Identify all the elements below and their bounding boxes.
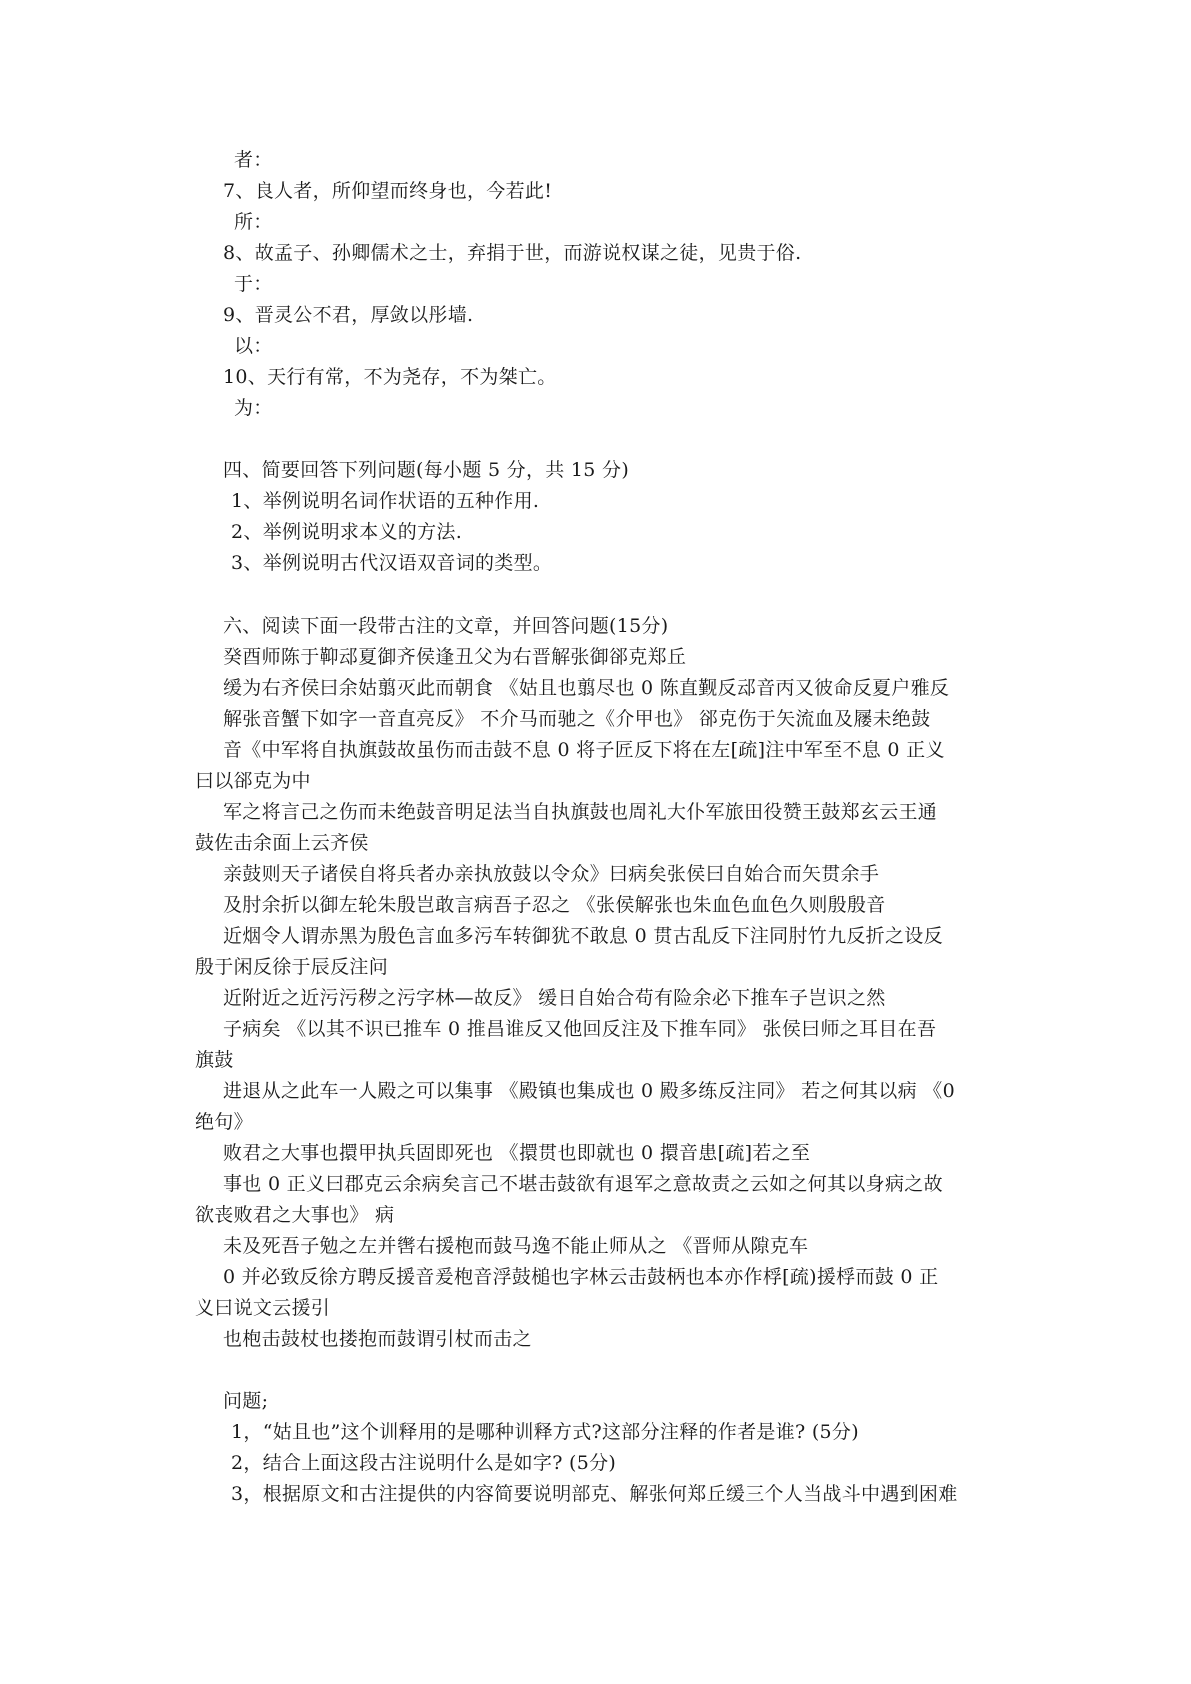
passage-line: 缓为右齐侯曰余姑翦灭此而朝食 《姑且也翦尽也 0 陈直觐反䢵音丙又彼命反夏户雅反: [223, 677, 950, 699]
passage-line: 殷于闲反徐于辰反注问: [195, 956, 389, 978]
question-item: 2，结合上面这段古注说明什么是如字? (5分): [231, 1452, 617, 1474]
section-4-item: 3、举例说明古代汉语双音词的类型。: [231, 552, 553, 574]
passage-line: 近附近之近污污秽之污字林—故反》 缓日自始合苟有险余必下推车子岂识之然: [223, 987, 886, 1009]
answer-blank-8: 于：: [234, 273, 273, 295]
passage-line: 近烟令人谓赤黑为殷色言血多污车转御犹不敢息 0 贯古乱反下注同肘竹九反折之设反: [223, 925, 943, 947]
passage-line: 欲丧败君之大事也》 病: [195, 1204, 395, 1226]
answer-blank-10: 为：: [234, 397, 273, 419]
section-4-heading: 四、简要回答下列问题(每小题 5 分，共 15 分): [223, 459, 630, 481]
question-item: 1，“姑且也”这个训释用的是哪种训释方式?这部分注释的作者是谁? (5分): [231, 1421, 859, 1443]
passage-line: 解张音蟹下如字一音直亮反》 不介马而驰之《介甲也》 郤克伤于矢流血及屦未绝鼓: [223, 708, 931, 730]
passage-line: 鼓佐击余面上云齐侯: [195, 832, 369, 854]
passage-line: 0 并必致反徐方聘反援音爰枹音浮鼓槌也字林云击鼓柄也本亦作桴[疏)援桴而鼓 0 正: [223, 1266, 939, 1288]
section-4-item: 1、举例说明名词作状语的五种作用.: [231, 490, 540, 512]
passage-line: 进退从之此车一人殿之可以集事 《殿镇也集成也 0 殿多练反注同》 若之何其以病 《0: [223, 1080, 955, 1102]
passage-line: 曰以郤克为中: [195, 770, 311, 792]
passage-line: 也枹击鼓杖也搂抱而鼓谓引杖而击之: [223, 1328, 532, 1350]
question-item: 3，根据原文和古注提供的内容简要说明部克、解张何郑丘缓三个人当战斗中遇到困难: [231, 1483, 958, 1505]
section-4-item: 2、举例说明求本义的方法.: [231, 521, 463, 543]
question-10: 10、天行有常，不为尧存，不为桀亡。: [223, 366, 557, 388]
passage-line: 义曰说文云援引: [195, 1297, 331, 1319]
passage-line: 亲鼓则天子诸侯自将兵者办亲执放鼓以令众》曰病矣张侯曰自始合而矢贯余手: [223, 863, 880, 885]
passage-line: 及肘余折以御左轮朱殷岂敢言病吾子忍之 《张侯解张也朱血色血色久则殷殷音: [223, 894, 886, 916]
answer-blank-6: 者：: [234, 149, 273, 171]
passage-line: 事也 0 正义曰郡克云余病矣言己不堪击鼓欲有退军之意故责之云如之何其以身病之故: [223, 1173, 943, 1195]
answer-blank-9: 以：: [234, 335, 273, 357]
question-9: 9、晋灵公不君，厚敛以彤墙.: [223, 304, 474, 326]
passage-line: 未及死吾子勉之左并辔右援枹而鼓马逸不能止师从之 《晋师从隙克车: [223, 1235, 809, 1257]
question-8: 8、故孟子、孙卿儒术之士，弃捐于世，而游说权谋之徒，见贵于俗.: [223, 242, 802, 264]
question-7: 7、良人者，所仰望而终身也，今若此!: [223, 180, 553, 202]
questions-heading: 问题;: [223, 1390, 269, 1412]
passage-line: 癸酉师陈于䩕䢵夏御齐侯逢丑父为右晋解张御郤克郑丘: [223, 646, 687, 668]
passage-line: 败君之大事也擐甲执兵固即死也 《擐贯也即就也 0 擐音患[疏]若之至: [223, 1142, 811, 1164]
passage-line: 音《中军将自执旗鼓故虽伤而击鼓不息 0 将子匠反下将在左[疏]注中军至不息 0 正义: [223, 739, 945, 761]
section-6-heading: 六、阅读下面一段带古注的文章，并回答问题(15分): [223, 615, 669, 637]
passage-line: 旗鼓: [195, 1049, 234, 1071]
passage-line: 军之将言己之伤而未绝鼓音明足法当自执旗鼓也周礼大仆军旅田役赞王鼓郑玄云王通: [223, 801, 938, 823]
answer-blank-7: 所：: [234, 211, 273, 233]
passage-line: 绝句》: [195, 1111, 253, 1133]
passage-line: 子病矣 《以其不识已推车 0 推昌谁反又他回反注及下推车同》 张侯曰师之耳目在吾: [223, 1018, 937, 1040]
